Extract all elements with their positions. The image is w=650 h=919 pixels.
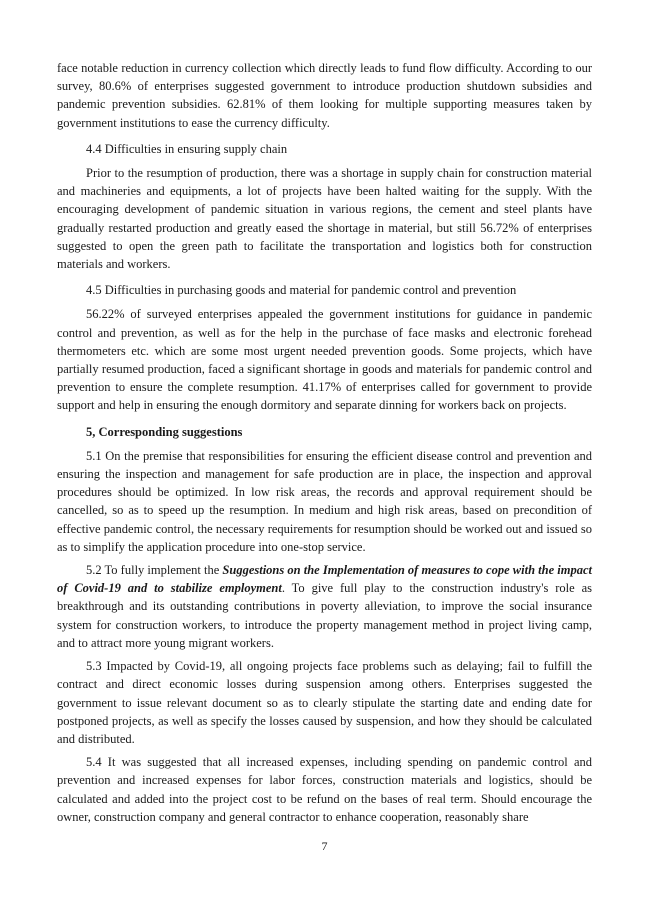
section-heading-4-5: 4.5 Difficulties in purchasing goods and material for pandemic control and prevention	[86, 283, 517, 298]
document-title-reference: Suggestions on the Implementation of measures to cope with the impact of Covid-19 and to stabilize employment	[57, 563, 592, 596]
section-heading-5: 5, Corresponding suggestions	[86, 424, 243, 439]
body-paragraph-pandemic-goods: 56.22% of surveyed enterprises appealed the government institutions for guidance in pandemic control and prevention, as well as for the help in the purchase of face masks and electronic forehead thermometers etc. which are some most urgent needed prevention goods. Some projects, which have partially resumed production, faced a significant shortage in goods and materials for pandemic control and prevention to ensure the complete resumption. 41.17% of enterprises called for government to provide support and help in ensuring the enough dormitory and separate dinning for workers back on projects.	[57, 307, 592, 413]
section-heading-4-4: 4.4 Difficulties in ensuring supply chain	[86, 141, 288, 156]
paragraph-5-3: 5.3 Impacted by Covid-19, all ongoing projects face problems such as delaying; fail to fulfill the contract and direct economic losses during suspension among others. Enterprises suggested the government to issue relevant document so as to clearly stipulate the starting date and ending date for postponed projects, as well as specify the losses caused by suspension, and how they should be calculated and distributed.	[57, 659, 592, 746]
paragraph-5-2	[57, 561, 592, 652]
continuation-paragraph: face notable reduction in currency collection which directly leads to fund flow difficulty. According to our survey, 80.6% of enterprises suggested government to introduce production shutdown subsidies and pandemic prevention subsidies. 62.81% of them looking for multiple supporting measures taken by government institutions to ease the currency difficulty.	[57, 61, 592, 130]
paragraph-5-2-tail: . To give full play to the construction industry's role as breakthrough and its outstanding contributions in poverty alleviation, to improve the social insurance system for construction workers, to introduce the property management method in project living camp, and to attract more young migrant workers.	[57, 581, 592, 650]
body-paragraph-supply-chain: Prior to the resumption of production, there was a shortage in supply chain for construction material and machineries and equipments, a lot of projects have been halted waiting for the supply. With the encouraging development of pandemic situation in various regions, the cement and steel plants have gradually restarted production and greatly eased the shortage in material, but still 56.72% of enterprises suggested to open the green path to facilitate the transportation and logistics both for construction materials and workers.	[57, 166, 592, 272]
paragraph-5-2-lead: 5.2 To fully implement the	[86, 563, 223, 578]
page-number: 7	[321, 838, 328, 853]
paragraph-5-4: 5.4 It was suggested that all increased expenses, including spending on pandemic control and prevention and increased expenses for labor forces, construction materials and logistics, should be calculated and added into the project cost to be refund on the bases of real term. Should encourage the owner, construction company and general contractor to enhance cooperation, reasonably share	[57, 755, 592, 824]
paragraph-5-1: 5.1 On the premise that responsibilities for ensuring the efficient disease control and prevention and ensuring the inspection and management for safe production are in place, the inspection and approval procedures should be optimized. In low risk areas, the records and approval requirement should be cancelled, so as to speed up the resumption. In medium and high risk areas, based on precondition of effective pandemic control, the necessary requirements for resumption should be worked out and issued so as to simplify the application procedure into one-stop service.	[57, 448, 592, 554]
